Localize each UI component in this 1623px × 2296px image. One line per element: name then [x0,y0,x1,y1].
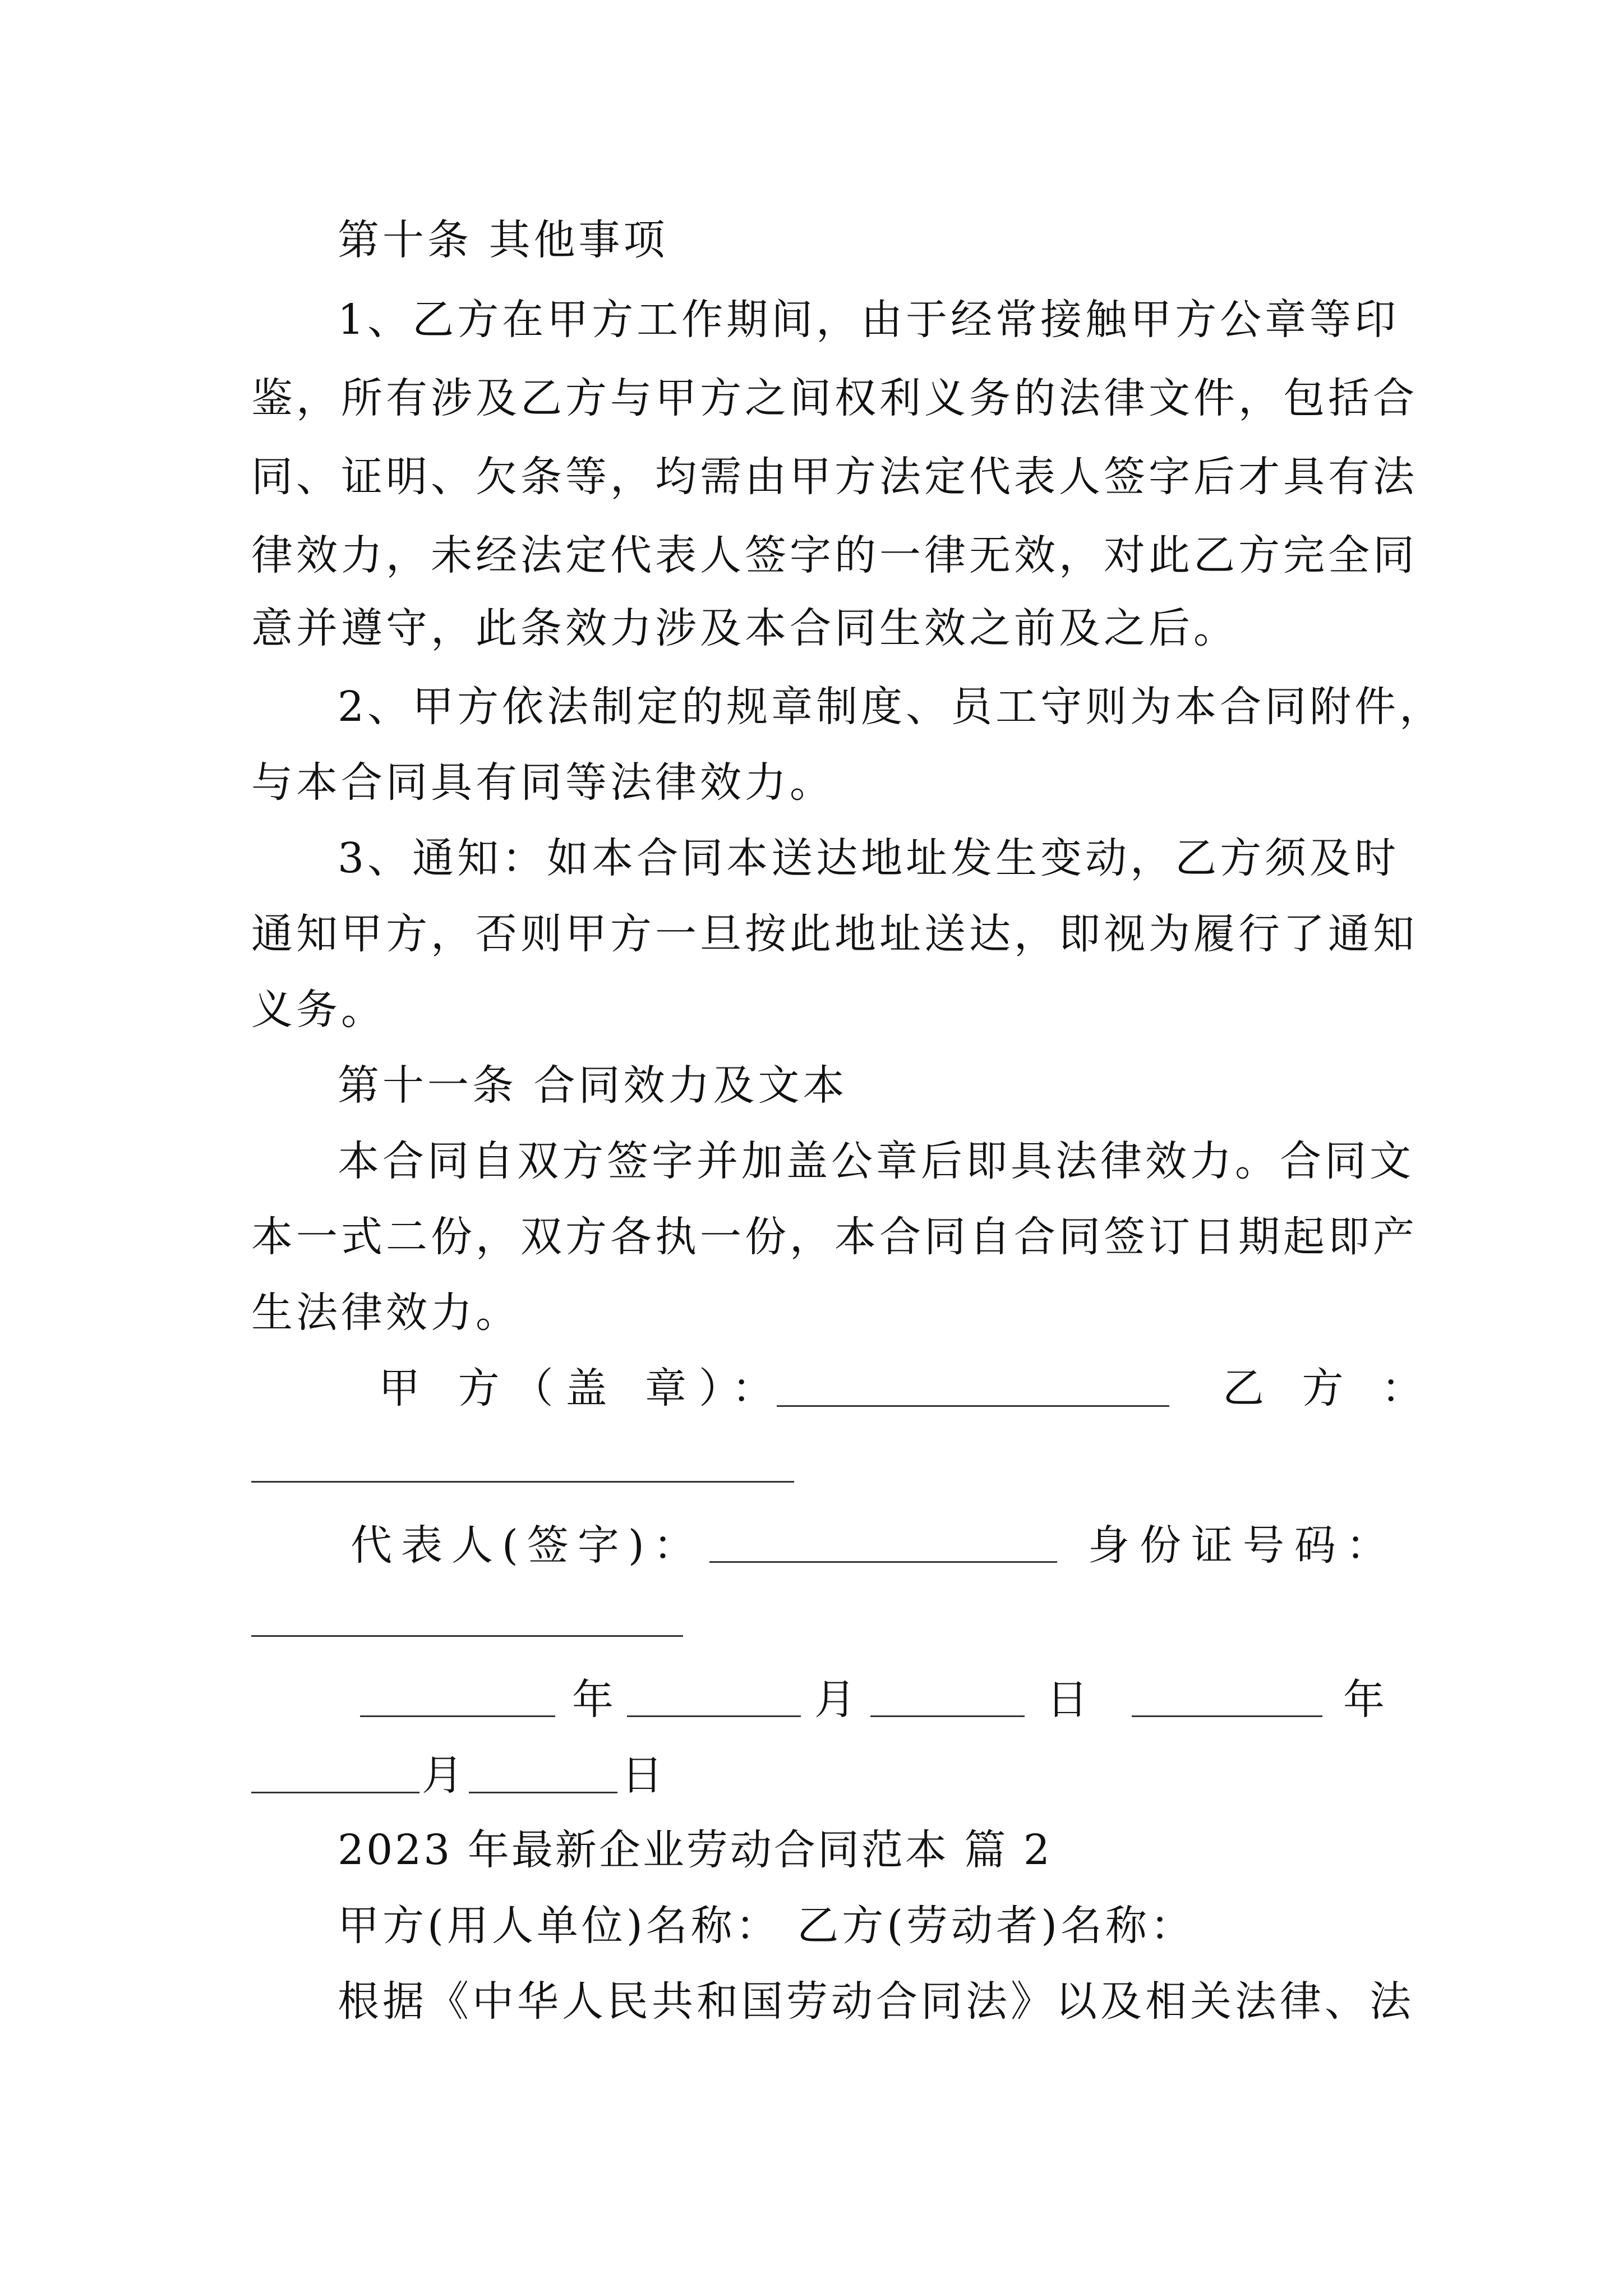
parties-line: 甲方(用人单位)名称： 乙方(劳动者)名称： [338,1902,1196,1950]
paragraph-line: 同、证明、欠条等，均需由甲方法定代表人签字后才具有法 [251,453,1418,501]
party-a-day-line [870,1715,1025,1717]
year-label: 年 [572,1676,617,1724]
day-label: 日 [621,1751,666,1800]
year-label: 年 [1343,1676,1388,1724]
article-10-heading: 第十条 其他事项 [338,216,668,264]
id-number-label: 身份证号码： [1088,1521,1398,1570]
day-label: 日 [1046,1676,1091,1724]
paragraph-line: 意并遵守，此条效力涉及本合同生效之前及之后。 [251,604,1238,652]
paragraph-line: 3、通知：如本合同本送达地址发生变动，乙方须及时 [338,834,1400,882]
party-b-signature-line [251,1481,794,1483]
paragraph-line: 根据《中华人民共和国劳动合同法》以及相关法律、法 [338,1977,1414,2026]
party-b-month-line [251,1792,419,1793]
paragraph-line: 义务。 [251,986,386,1034]
party-a-year-line [360,1715,555,1717]
party-b-label: 乙 方 ： [1223,1364,1436,1412]
paragraph-line: 本一式二份，双方各执一份，本合同自合同签订日期起即产 [251,1213,1418,1261]
party-a-signature-line [777,1405,1169,1407]
paragraph-line: 本合同自双方签字并加盖公章后即具法律效力。合同文 [338,1137,1414,1185]
id-number-line [251,1635,683,1637]
article-11-heading: 第十一条 合同效力及文本 [338,1061,848,1110]
month-label: 月 [814,1676,859,1724]
party-a-month-line [627,1715,801,1717]
month-label: 月 [422,1751,467,1800]
representative-label: 代表人(签字)： [351,1521,704,1570]
paragraph-line: 与本合同具有同等法律效力。 [251,758,834,807]
paragraph-line: 1、乙方在甲方工作期间，由于经常接触甲方公章等印 [338,296,1400,344]
party-b-year-line [1132,1715,1322,1717]
paragraph-line: 生法律效力。 [251,1289,520,1337]
party-b-day-line [469,1792,617,1793]
paragraph-line: 2、甲方依法制定的规章制度、员工守则为本合同附件， [338,683,1445,731]
paragraph-line: 律效力，未经法定代表人签字的一律无效，对此乙方完全同 [251,531,1418,579]
representative-signature-line [709,1561,1057,1563]
section-title: 2023 年最新企业劳动合同范本 篇 2 [338,1826,1052,1874]
paragraph-line: 通知甲方，否则甲方一旦按此地址送达，即视为履行了通知 [251,910,1418,958]
paragraph-line: 鉴，所有涉及乙方与甲方之间权利义务的法律文件，包括合 [251,374,1418,422]
party-a-seal-label: 甲 方（盖 章）： [379,1364,786,1412]
